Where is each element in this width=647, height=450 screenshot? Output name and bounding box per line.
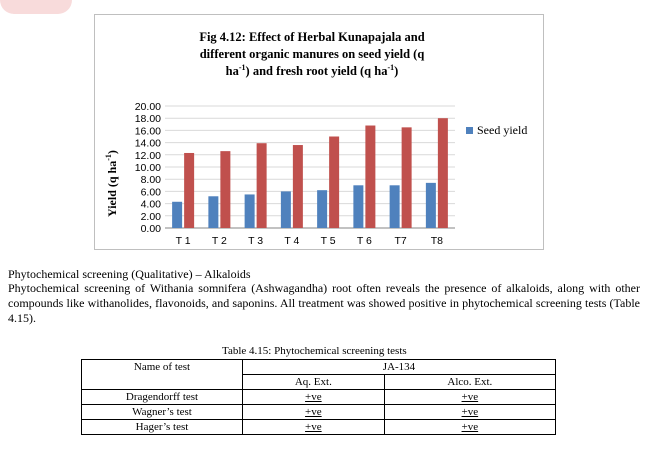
table-row xyxy=(82,420,556,435)
x-tick-label: T 3 xyxy=(248,235,264,247)
bar-seed-yield xyxy=(390,185,400,228)
subheader-alco: Alco. Ext. xyxy=(384,375,555,390)
x-tick-label: T 6 xyxy=(356,235,372,247)
x-tick-label: T7 xyxy=(394,235,407,247)
y-tick-label: 4.00 xyxy=(140,198,161,211)
y-tick-label: 16.00 xyxy=(134,125,161,138)
bar-seed-yield xyxy=(317,190,327,228)
bar-fresh-root-yield xyxy=(220,151,230,228)
body-paragraph: Phytochemical screening of Withania somnifera (Ashwagandha) root often reveals the presence of alkaloids, along with other compounds like withanolides, flavonoids, and saponins. All treatment was showed positive in phytochemical screening tests (Table 4.15). xyxy=(8,281,640,325)
bar-fresh-root-yield xyxy=(438,118,448,228)
x-tick-label: T8 xyxy=(430,235,444,247)
y-axis-label: Yield (q $ha^{-1}$) xyxy=(104,150,119,217)
row-alco: +ve xyxy=(384,405,555,420)
subheader-aq: Aq. Ext. xyxy=(243,375,385,390)
y-tick-label: 6.00 xyxy=(140,186,161,199)
bar-fresh-root-yield xyxy=(402,127,412,228)
y-tick-label: 12.00 xyxy=(134,149,161,162)
bar-seed-yield xyxy=(281,191,291,228)
row-alco: +ve xyxy=(384,420,555,435)
bar-seed-yield xyxy=(208,196,218,228)
row-aq: +ve xyxy=(243,390,385,405)
row-name: Wagner’s test xyxy=(82,405,243,420)
row-alco: +ve xyxy=(384,390,555,405)
x-tick-label: T 5 xyxy=(320,235,336,247)
y-tick-label: 2.00 xyxy=(140,210,161,223)
header-name-of-test: Name of test xyxy=(82,360,243,390)
row-aq: +ve xyxy=(243,405,385,420)
bar-fresh-root-yield xyxy=(184,153,194,228)
y-tick-label: 18.00 xyxy=(134,113,161,126)
bar-fresh-root-yield xyxy=(293,145,303,228)
bar-seed-yield xyxy=(353,185,363,228)
table-caption: Table 4.15: Phytochemical screening tests xyxy=(222,345,407,357)
table-row xyxy=(82,405,556,420)
y-tick-label: 20.00 xyxy=(134,101,161,113)
bar-fresh-root-yield xyxy=(257,143,267,228)
legend-swatch-seed-yield xyxy=(466,127,473,134)
row-aq: +ve xyxy=(243,420,385,435)
bar-seed-yield xyxy=(245,194,255,228)
y-tick-label: 8.00 xyxy=(140,174,161,187)
bar-seed-yield xyxy=(426,183,436,228)
header-group: JA-134 xyxy=(243,360,556,375)
y-tick-label: 14.00 xyxy=(134,137,161,150)
bar-seed-yield xyxy=(172,202,182,228)
row-name: Hager’s test xyxy=(82,420,243,435)
chart-legend xyxy=(466,123,527,138)
bar-fresh-root-yield xyxy=(365,126,375,228)
row-name: Dragendorff test xyxy=(82,390,243,405)
table-row xyxy=(82,390,556,405)
y-tick-label: 0.00 xyxy=(140,223,161,235)
section-title: Phytochemical screening (Qualitative) – Alkaloids xyxy=(8,267,251,281)
y-tick-label: 10.00 xyxy=(134,162,161,174)
chart-title: Fig 4.12: Effect of Herbal Kunapajala and different organic manures on seed yield (q $ha^{-1}$) and fresh root yield (q $ha^{-1}$) xyxy=(199,30,425,78)
x-tick-label: T 2 xyxy=(211,235,227,247)
legend-label-seed-yield: Seed yield xyxy=(477,123,528,137)
x-tick-label: T 4 xyxy=(284,235,300,247)
bar-fresh-root-yield xyxy=(329,137,339,229)
phytochemical-table xyxy=(81,359,556,435)
table-header-row xyxy=(82,360,556,375)
x-tick-label: T 1 xyxy=(175,235,191,247)
